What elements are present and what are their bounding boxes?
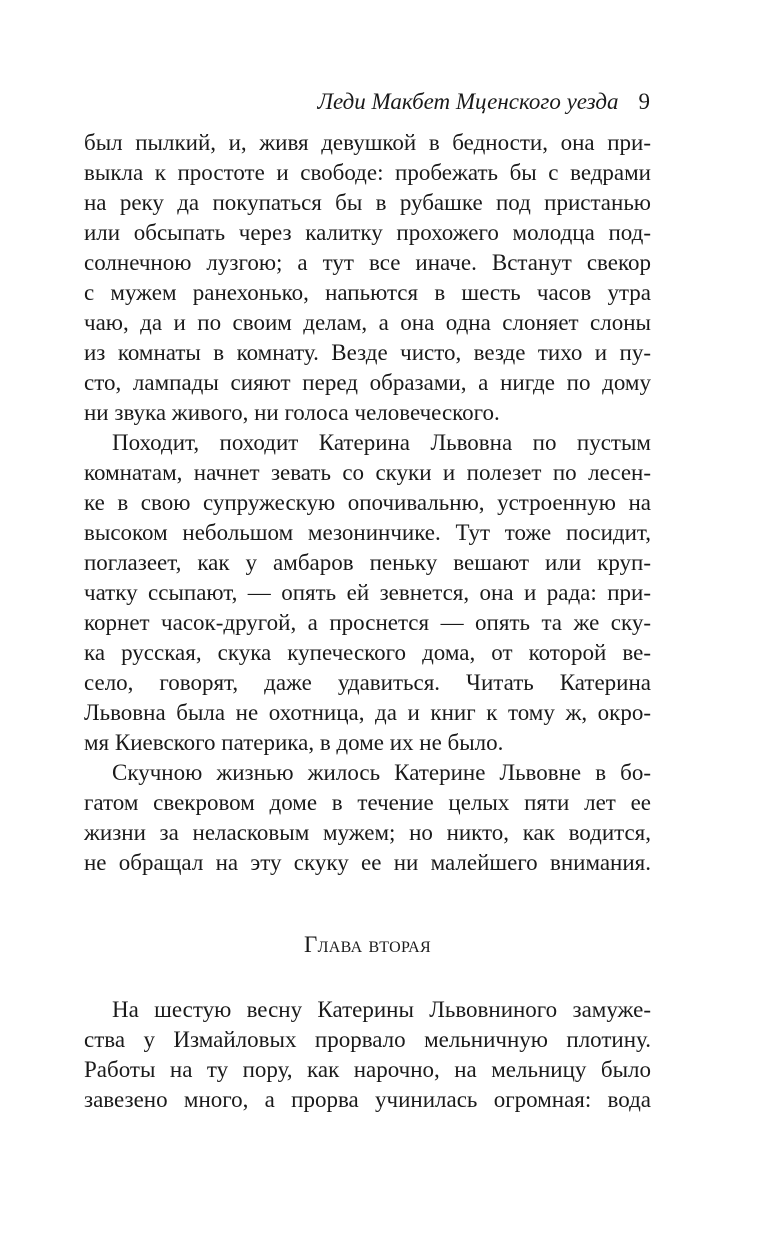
text-line: выкла к простоте и свободе: пробежать бы с ведрами: [84, 160, 651, 185]
text-line: ке в свою супружескую опочивальню, устроенную на: [84, 490, 651, 515]
text-line: был пылкий, и, живя девушкой в бедности, она при-: [84, 130, 651, 155]
text-line: или обсыпать через калитку прохожего молодца под-: [84, 220, 651, 245]
text-line: На шестую весну Катерины Львовниного замуже-: [112, 997, 651, 1022]
text-line: завезено много, а прорва учинилась огромная: вода: [84, 1087, 651, 1112]
paragraph: [84, 128, 651, 428]
text-line: ка русская, скука купеческого дома, от которой ве-: [84, 640, 651, 665]
text-line: сто, лампады сияют перед образами, а нигде по дому: [84, 370, 651, 395]
text-line: солнечною лузгою; а тут все иначе. Встанут свекор: [84, 250, 651, 275]
text-line: комнатам, начнет зевать со скуки и полезет по лесен-: [84, 460, 651, 485]
text-line: Походит, походит Катерина Львовна по пустым: [112, 430, 651, 455]
page-number: 9: [638, 89, 650, 114]
paragraph: [84, 995, 651, 1115]
text-line: село, говорят, даже удавиться. Читать Катерина: [84, 670, 651, 695]
text-line: поглазеет, как у амбаров пеньку вешают или круп-: [84, 550, 651, 575]
text-line: не обращал на эту скуку ее ни малейшего внимания.: [84, 850, 651, 875]
text-line: жизни за неласковым мужем; но никто, как водится,: [84, 820, 651, 845]
text-line: на реку да покупаться бы в рубашке под пристанью: [84, 190, 651, 215]
chapter-heading: Глава вторая: [304, 932, 431, 957]
text-line: ни звука живого, ни голоса человеческого.: [84, 400, 500, 425]
body-text: [84, 128, 651, 878]
text-line: Работы на ту пору, как нарочно, на мельницу было: [84, 1057, 651, 1082]
text-line: чатку ссыпают, — опять ей зевнется, она и рада: при-: [84, 580, 651, 605]
text-line: мя Киевского патерика, в доме их не было.: [84, 730, 504, 755]
paragraph: [84, 428, 651, 758]
running-head: [84, 89, 650, 119]
text-line: с мужем ранехонько, напьются в шесть часов утра: [84, 280, 651, 305]
text-line: гатом свекровом доме в течение целых пяти лет ее: [84, 790, 651, 815]
text-line: Львовна была не охотница, да и книг к тому ж, окро-: [84, 700, 651, 725]
text-line: высоком небольшом мезонинчике. Тут тоже посидит,: [84, 520, 651, 545]
text-line: корнет часок-другой, а проснется — опять та же ску-: [84, 610, 651, 635]
paragraph: [84, 758, 651, 878]
text-line: Скучною жизнью жилось Катерине Львовне в бо-: [112, 760, 651, 785]
text-line: чаю, да и по своим делам, а она одна слоняет слоны: [84, 310, 651, 335]
running-title: Леди Макбет Мценского уезда: [317, 89, 619, 114]
body-text-continued: [84, 995, 651, 1115]
text-line: из комнаты в комнату. Везде чисто, везде тихо и пу-: [84, 340, 651, 365]
text-line: ства у Измайловых прорвало мельничную плотину.: [84, 1027, 651, 1052]
